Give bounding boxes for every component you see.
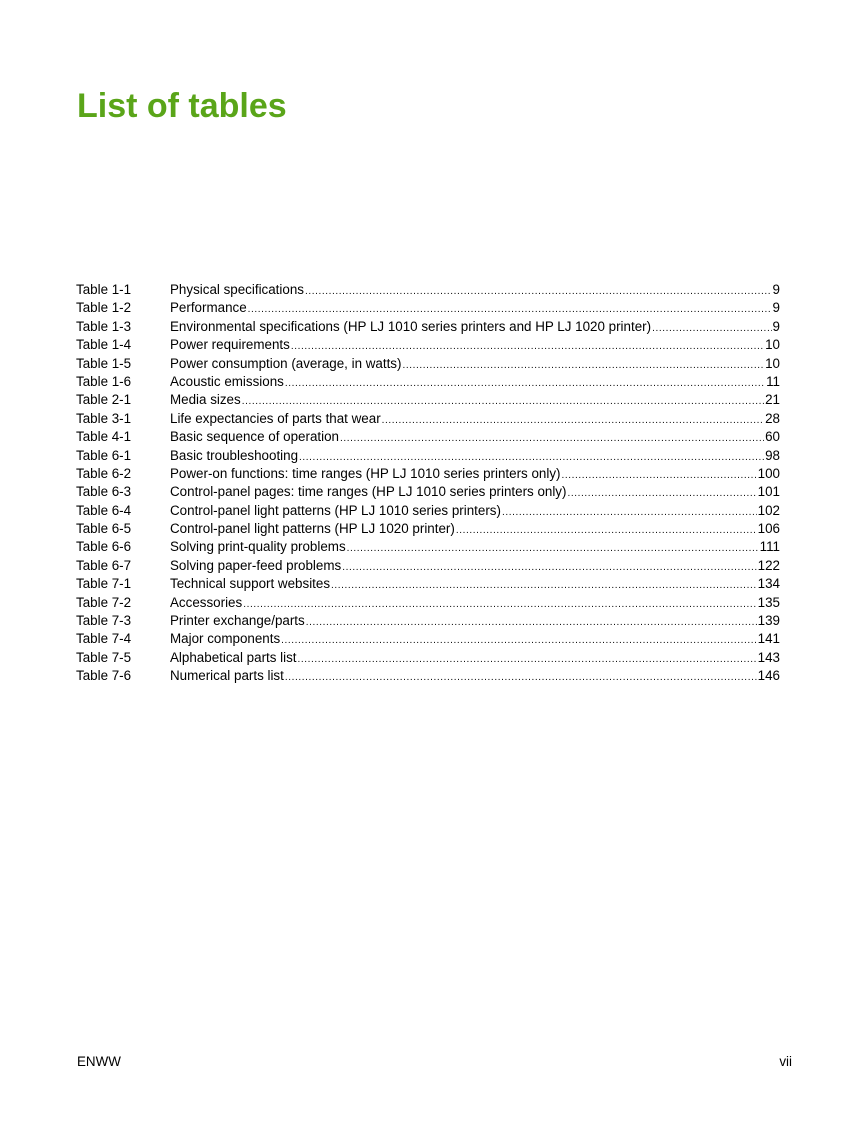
toc-dot-leader xyxy=(331,577,757,595)
toc-entry-title[interactable]: Power consumption (average, in watts) xyxy=(170,355,402,371)
toc-entry-page-number[interactable]: 11 xyxy=(766,373,780,389)
toc-dot-leader xyxy=(298,651,757,669)
toc-entry[interactable] xyxy=(76,575,780,593)
toc-entry-label: Table 1-3 xyxy=(76,318,132,334)
toc-entry[interactable] xyxy=(76,630,780,648)
toc-entry-label: Table 1-2 xyxy=(76,300,132,316)
toc-entry-page-number[interactable]: 146 xyxy=(757,668,780,684)
toc-entry[interactable] xyxy=(76,520,780,538)
toc-entry-page-number[interactable]: 102 xyxy=(757,502,780,518)
toc-entry-title[interactable]: Numerical parts list xyxy=(170,668,284,684)
toc-entry[interactable] xyxy=(76,502,780,520)
toc-entry-page-number[interactable]: 111 xyxy=(759,539,780,555)
toc-dot-leader xyxy=(285,669,757,687)
toc-entry-label: Table 7-4 xyxy=(76,631,132,647)
toc-entry-title[interactable]: Control-panel light patterns (HP LJ 1010 series printers) xyxy=(170,502,501,518)
toc-entry-title[interactable]: Alphabetical parts list xyxy=(170,649,297,665)
toc-entry-title[interactable]: Control-panel pages: time ranges (HP LJ 1010 series printers only) xyxy=(170,484,567,500)
toc-entry[interactable] xyxy=(76,336,780,354)
toc-dot-leader xyxy=(502,504,757,522)
footer-page-number: vii xyxy=(779,1054,792,1069)
toc-entry-label: Table 1-1 xyxy=(76,282,132,297)
toc-entry-title[interactable]: Technical support websites xyxy=(170,576,331,592)
toc-entry[interactable] xyxy=(76,373,780,391)
toc-entry-page-number[interactable]: 10 xyxy=(765,355,780,371)
toc-entry-label: Table 6-7 xyxy=(76,557,132,573)
toc-entry[interactable] xyxy=(76,483,780,501)
toc-dot-leader xyxy=(652,320,771,338)
toc-entry-title[interactable]: Accessories xyxy=(170,594,243,610)
toc-entry[interactable] xyxy=(76,299,780,317)
toc-dot-leader xyxy=(382,412,764,430)
toc-entry-label: Table 2-1 xyxy=(76,392,132,408)
toc-entry[interactable] xyxy=(76,410,780,428)
toc-entry[interactable] xyxy=(76,355,780,373)
toc-dot-leader xyxy=(305,283,772,301)
toc-entry-page-number[interactable]: 100 xyxy=(757,465,780,481)
toc-dot-leader xyxy=(306,614,757,632)
toc-entry-page-number[interactable]: 122 xyxy=(757,557,780,573)
toc-entry-page-number[interactable]: 134 xyxy=(757,576,780,592)
toc-dot-leader xyxy=(340,430,764,448)
toc-entry-title[interactable]: Control-panel light patterns (HP LJ 1020 printer) xyxy=(170,521,455,537)
toc-entry[interactable] xyxy=(76,667,780,685)
toc-entry-page-number[interactable]: 143 xyxy=(757,649,780,665)
toc-dot-leader xyxy=(285,375,765,393)
toc-entry[interactable] xyxy=(76,612,780,630)
page-title: List of tables xyxy=(77,87,287,125)
toc-entry[interactable] xyxy=(76,447,780,465)
toc-entry-title[interactable]: Environmental specifications (HP LJ 1010 series printers and HP LJ 1020 printer) xyxy=(170,318,652,334)
toc-dot-leader xyxy=(567,485,756,503)
toc-entry[interactable] xyxy=(76,465,780,483)
toc-entry-title[interactable]: Power-on functions: time ranges (HP LJ 1010 series printers only) xyxy=(170,465,561,481)
toc-entry-page-number[interactable]: 101 xyxy=(757,484,780,500)
toc-entry-label: Table 6-6 xyxy=(76,539,132,555)
toc-entry-page-number[interactable]: 9 xyxy=(772,300,780,316)
toc-entry-label: Table 1-6 xyxy=(76,373,132,389)
toc-entry-page-number[interactable]: 10 xyxy=(765,337,780,353)
toc-entry-title[interactable]: Major components xyxy=(170,631,281,647)
toc-entry-label: Table 6-1 xyxy=(76,447,132,463)
toc-entry-page-number[interactable]: 60 xyxy=(765,429,780,445)
toc-dot-leader xyxy=(402,357,764,375)
toc-entry[interactable] xyxy=(76,281,780,299)
toc-dot-leader xyxy=(347,540,759,558)
toc-entry-title[interactable]: Acoustic emissions xyxy=(170,373,284,389)
toc-entry-page-number[interactable]: 98 xyxy=(765,447,780,463)
toc-entry-title[interactable]: Solving paper-feed problems xyxy=(170,557,342,573)
toc-entry-label: Table 7-6 xyxy=(76,668,132,684)
toc-entry-label: Table 1-4 xyxy=(76,337,132,353)
toc-entry-page-number[interactable]: 9 xyxy=(772,282,780,297)
toc-entry-title[interactable]: Solving print-quality problems xyxy=(170,539,346,555)
toc-entry-title[interactable]: Printer exchange/parts xyxy=(170,613,305,629)
toc-entry-label: Table 6-5 xyxy=(76,521,132,537)
toc-entry-page-number[interactable]: 28 xyxy=(765,410,780,426)
toc-entry-label: Table 6-3 xyxy=(76,484,132,500)
toc-entry-page-number[interactable]: 135 xyxy=(757,594,780,610)
toc-entry[interactable] xyxy=(76,318,780,336)
toc-entry-label: Table 6-2 xyxy=(76,465,132,481)
toc-entry[interactable] xyxy=(76,649,780,667)
toc-entry-title[interactable]: Life expectancies of parts that wear xyxy=(170,410,381,426)
toc-entry[interactable] xyxy=(76,594,780,612)
toc-entry[interactable] xyxy=(76,391,780,409)
toc-entry-title[interactable]: Basic sequence of operation xyxy=(170,429,339,445)
toc-entry-label: Table 3-1 xyxy=(76,410,132,426)
footer-section-label: ENWW xyxy=(77,1054,121,1069)
toc-dot-leader xyxy=(243,596,756,614)
toc-entry-label: Table 6-4 xyxy=(76,502,132,518)
toc-entry-label: Table 7-2 xyxy=(76,594,132,610)
toc-entry-title[interactable]: Basic troubleshooting xyxy=(170,447,299,463)
toc-entry-label: Table 7-1 xyxy=(76,576,132,592)
toc-entry[interactable] xyxy=(76,557,780,575)
toc-entry-page-number[interactable]: 9 xyxy=(772,318,780,334)
toc-entry-label: Table 4-1 xyxy=(76,429,132,445)
toc-dot-leader xyxy=(281,632,757,650)
toc-entry-label: Table 7-5 xyxy=(76,649,132,665)
toc-entry[interactable] xyxy=(76,538,780,556)
toc-dot-leader xyxy=(562,467,757,485)
toc-entry-page-number[interactable]: 21 xyxy=(765,392,780,408)
toc-entry-page-number[interactable]: 139 xyxy=(757,613,780,629)
toc-entry-title[interactable]: Performance xyxy=(170,300,247,316)
toc-entry-page-number[interactable]: 106 xyxy=(757,521,780,537)
toc-entry-label: Table 1-5 xyxy=(76,355,132,371)
toc-entry-title[interactable]: Media sizes xyxy=(170,392,241,408)
toc-entry-title[interactable]: Physical specifications xyxy=(170,282,304,297)
toc-entry-label: Table 7-3 xyxy=(76,613,132,629)
toc-dot-leader xyxy=(342,559,756,577)
toc-dot-leader xyxy=(456,522,757,540)
toc-entry-title[interactable]: Power requirements xyxy=(170,337,290,353)
toc-entry-page-number[interactable]: 141 xyxy=(757,631,780,647)
toc-entry[interactable] xyxy=(76,428,780,446)
list-of-tables xyxy=(76,281,780,686)
